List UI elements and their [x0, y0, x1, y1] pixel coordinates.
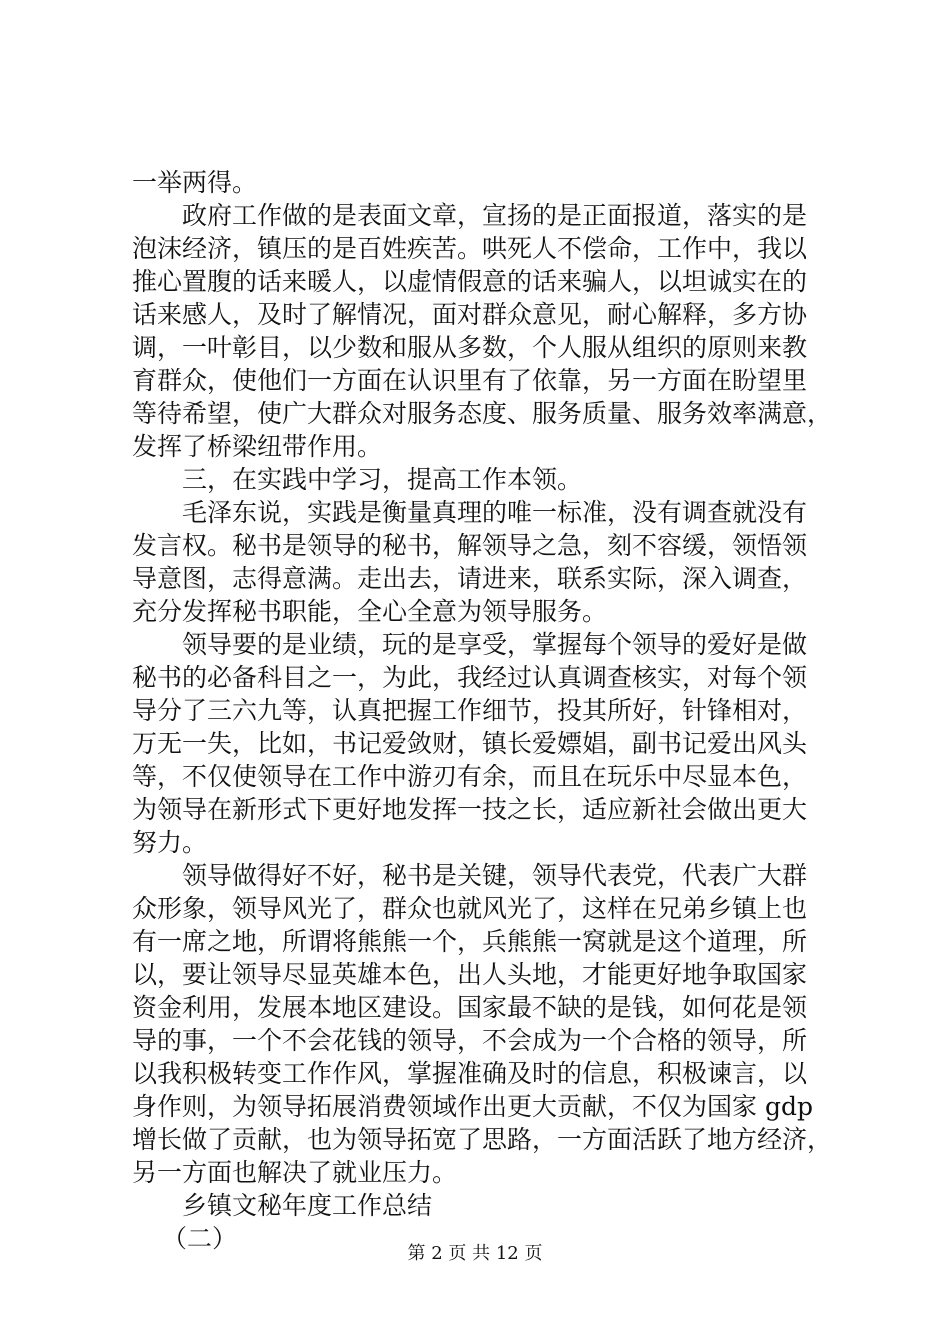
text-line: 一举两得。 [132, 168, 258, 197]
text-line: 导的事，一个不会花钱的领导，不会成为一个合格的领导，所 [132, 1026, 808, 1055]
text-line: 以，要让领导尽显英雄本色，出人头地，才能更好地争取国家 [132, 960, 808, 989]
text-line: 另一方面也解决了就业压力。 [132, 1158, 458, 1187]
text-line: 发言权。秘书是领导的秘书，解领导之急，刻不容缓，领悟领 [132, 531, 808, 560]
text-line: 资金利用，发展本地区建设。国家最不缺的是钱，如何花是领 [132, 993, 808, 1022]
text-line: 等待希望，使广大群众对服务态度、服务质量、服务效率满意， [132, 399, 833, 428]
text-line: 为领导在新形式下更好地发挥一技之长，适应新社会做出更大 [132, 795, 808, 824]
document-body [132, 166, 836, 1255]
text-line: 毛泽东说，实践是衡量真理的唯一标准，没有调查就没有 [182, 498, 808, 527]
text-line: （二） [162, 1224, 238, 1253]
text-line: 增长做了贡献，也为领导拓宽了思路，一方面活跃了地方经济， [132, 1125, 833, 1154]
text-line: 努力。 [132, 828, 208, 857]
text-line: 育群众，使他们一方面在认识里有了依靠，另一方面在盼望里 [132, 366, 808, 395]
text-line: 领导要的是业绩，玩的是享受，掌握每个领导的爱好是做 [182, 630, 808, 659]
text-line: 身作则，为领导拓展消费领域作出更大贡献，不仅为国家 gdp [132, 1092, 813, 1121]
text-line: 领导做得好不好，秘书是关键，领导代表党，代表广大群 [182, 861, 808, 890]
text-line: 三，在实践中学习，提高工作本领。 [182, 465, 583, 494]
text-line: 话来感人，及时了解情况，面对群众意见，耐心解释，多方协 [132, 300, 808, 329]
text-line: 调，一叶彰目，以少数和服从多数，个人服从组织的原则来教 [132, 333, 808, 362]
text-line: 有一席之地，所谓将熊熊一个，兵熊熊一窝就是这个道理，所 [132, 927, 808, 956]
text-line: 以我积极转变工作作风，掌握准确及时的信息，积极谏言，以 [132, 1059, 808, 1088]
text-line: 发挥了桥梁纽带作用。 [132, 432, 383, 461]
text-line: 众形象，领导风光了，群众也就风光了，这样在兄弟乡镇上也 [132, 894, 808, 923]
text-line: 万无一失，比如，书记爱敛财，镇长爱嫖娼，副书记爱出风头 [132, 729, 808, 758]
text-line: 等，不仅使领导在工作中游刃有余，而且在玩乐中尽显本色， [132, 762, 808, 791]
text-line: 导意图，志得意满。走出去，请进来，联系实际，深入调查， [132, 564, 808, 593]
text-line: 充分发挥秘书职能，全心全意为领导服务。 [132, 597, 608, 626]
text-line: 乡镇文秘年度工作总结 [182, 1191, 433, 1220]
text-line: 政府工作做的是表面文章，宣扬的是正面报道，落实的是 [182, 201, 808, 230]
text-line: 导分了三六九等，认真把握工作细节，投其所好，针锋相对， [132, 696, 808, 725]
text-line: 秘书的必备科目之一，为此，我经过认真调查核实，对每个领 [132, 663, 808, 692]
text-line: 推心置腹的话来暖人，以虚情假意的话来骗人，以坦诚实在的 [132, 267, 808, 296]
text-line: 泡沫经济，镇压的是百姓疾苦。哄死人不偿命，工作中，我以 [132, 234, 808, 263]
page-footer: 第 2 页 共 12 页 [407, 1243, 543, 1264]
